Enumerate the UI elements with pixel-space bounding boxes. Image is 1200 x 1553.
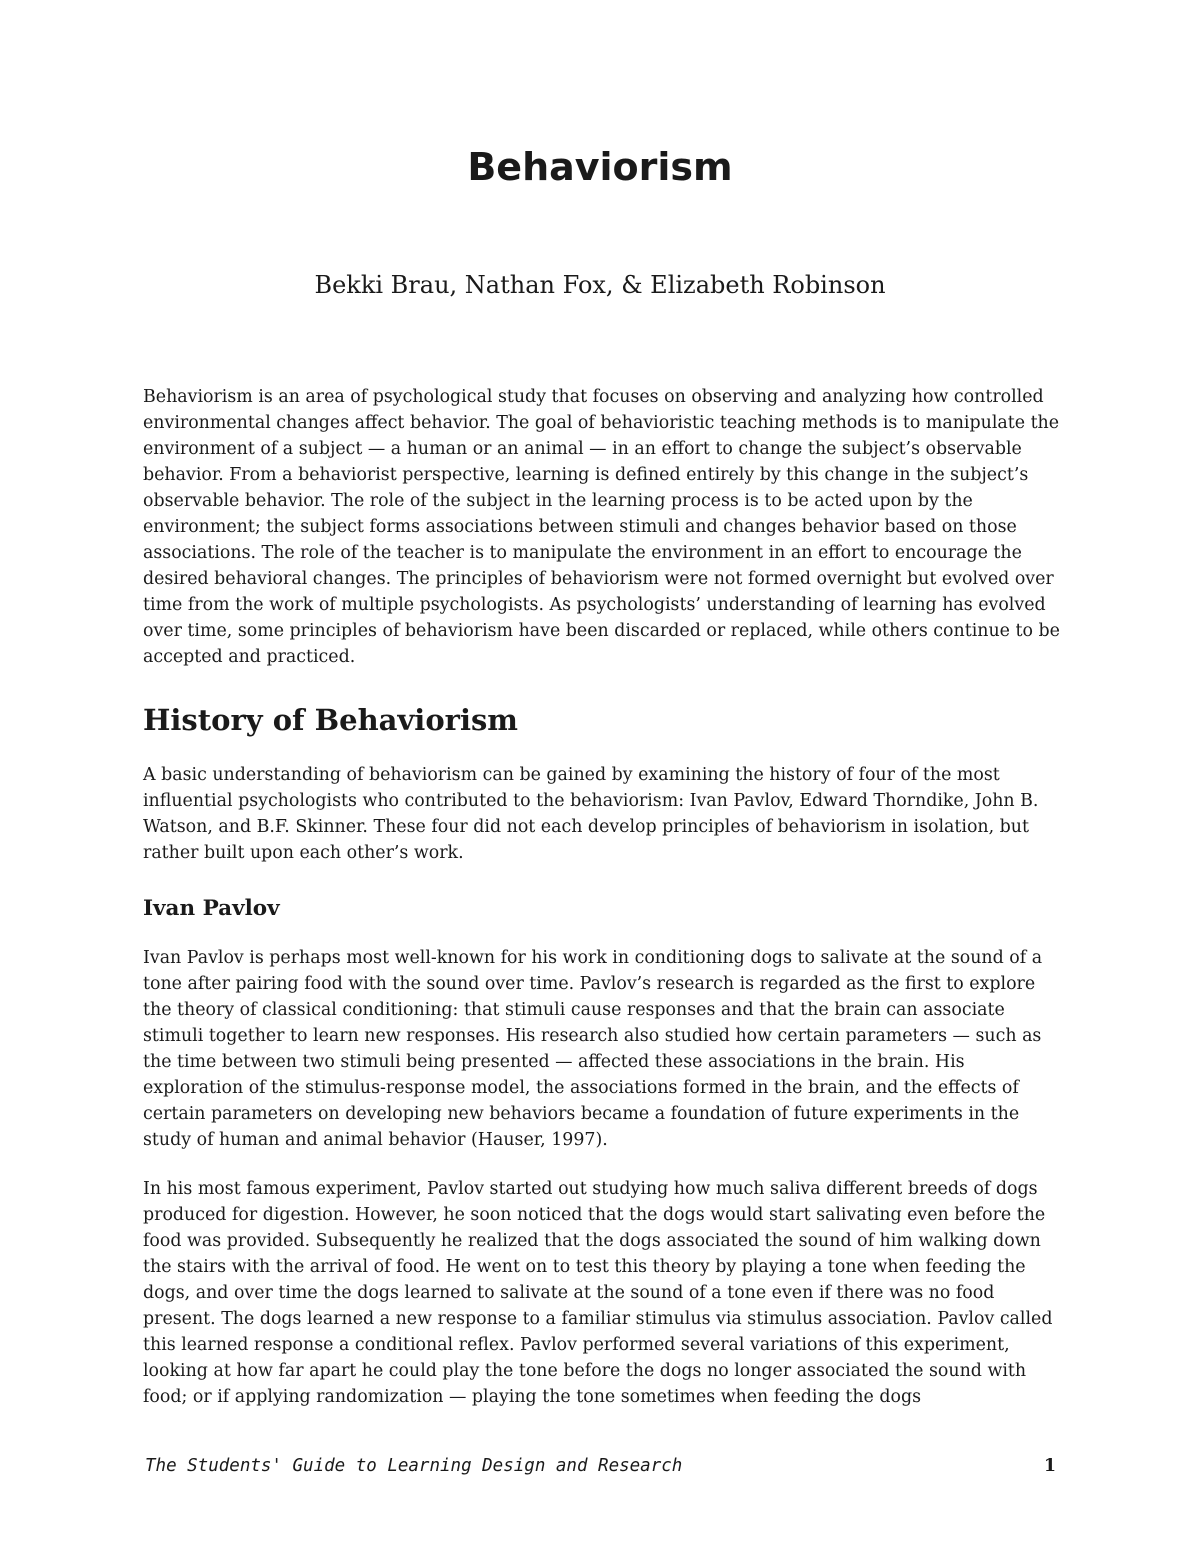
footer-book-title: The Students' Guide to Learning Design and Research <box>145 1456 683 1476</box>
intro-paragraph: Behaviorism is an area of psychological study that focuses on observing and analyzing how controlled environmental changes affect behavior. The goal of behavioristic teaching methods is to manipulate the environment of a subject — a human or an animal — in an effort to change the subject’s observable behavior. From a behaviorist perspective, learning is defined entirely by this change in the subject’s observable behavior. The role of the subject in the learning process is to be acted upon by the environment; the subject forms associations between stimuli and changes behavior based on those associations. The role of the teacher is to manipulate the environment in an effort to encourage the desired behavioral changes. The principles of behaviorism were not formed overnight but evolved over time from the work of multiple psychologists. As psychologists’ understanding of learning has evolved over time, some principles of behaviorism have been discarded or replaced, while others continue to be accepted and practiced. <box>143 387 1060 667</box>
subsection-heading-ivan-pavlov: Ivan Pavlov <box>143 896 280 921</box>
pavlov-paragraph-2: In his most famous experiment, Pavlov started out studying how much saliva different breeds of dogs produced for digestion. However, he soon noticed that the dogs would start salivating even before the food was provided. Subsequently he realized that the dogs associated the sound of him walking down the stairs with the arrival of food. He went on to test this theory by playing a tone when feeding the dogs, and over time the dogs learned to salivate at the sound of a tone even if there was no food present. The dogs learned a new response to a familiar stimulus via stimulus association. Pavlov called this learned response a conditional reflex. Pavlov performed several variations of this experiment, looking at how far apart he could play the tone before the dogs no longer associated the sound with food; or if applying randomization — playing the tone sometimes when feeding the dogs <box>143 1179 1053 1407</box>
footer-page-number: 1 <box>1043 1456 1056 1476</box>
section-heading-history: History of Behaviorism <box>143 703 518 737</box>
history-paragraph: A basic understanding of behaviorism can be gained by examining the history of four of the most influential psychologists who contributed to the behaviorism: Ivan Pavlov, Edward Thorndike, John B. Watson, and B.F. Skinner. These four did not each develop principles of behaviorism in isolation, but rather built upon each other’s work. <box>143 765 1039 863</box>
document-title: Behaviorism <box>467 145 733 189</box>
document-authors: Bekki Brau, Nathan Fox, & Elizabeth Robinson <box>314 271 886 299</box>
pavlov-paragraph-1: Ivan Pavlov is perhaps most well-known for his work in conditioning dogs to salivate at the sound of a tone after pairing food with the sound over time. Pavlov’s research is regarded as the first to explore the theory of classical conditioning: that stimuli cause responses and that the brain can associate stimuli together to learn new responses. His research also studied how certain parameters — such as the time between two stimuli being presented — affected these associations in the brain. His exploration of the stimulus-response model, the associations formed in the brain, and the effects of certain parameters on developing new behaviors became a foundation of future experiments in the study of human and animal behavior (Hauser, 1997). <box>143 948 1043 1150</box>
